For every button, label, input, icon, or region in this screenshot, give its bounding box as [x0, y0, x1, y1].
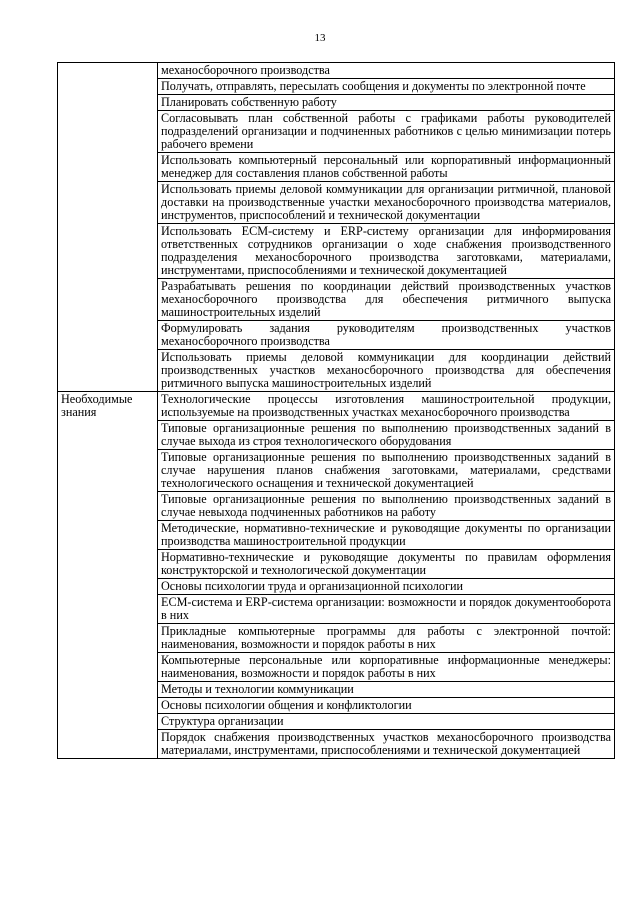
requirement-item: Типовые организационные решения по выполнению производственных заданий в случае нарушения планов снабжения заготовками, материалами, средствами технологического оснащения и технической документацией: [158, 450, 615, 492]
requirement-item: Планировать собственную работу: [158, 95, 615, 111]
requirement-item: Типовые организационные решения по выполнению производственных заданий в случае выхода из строя технологического оборудования: [158, 421, 615, 450]
table-row: [58, 392, 615, 421]
requirement-item: Основы психологии общения и конфликтологии: [158, 698, 615, 714]
requirement-item: Разрабатывать решения по координации действий производственных участков механосборочного производства для обеспечения ритмичного выпуска машиностроительных изделий: [158, 279, 615, 321]
requirement-item: Получать, отправлять, пересылать сообщения и документы по электронной почте: [158, 79, 615, 95]
requirement-item: Прикладные компьютерные программы для работы с электронной почтой: наименования, возможности и порядок работы в них: [158, 624, 615, 653]
section-label: [58, 63, 158, 392]
section-label: Необходимые знания: [58, 392, 158, 759]
requirement-item: Основы психологии труда и организационной психологии: [158, 579, 615, 595]
requirement-item: Использовать компьютерный персональный или корпоративный информационный менеджер для составления планов собственной работы: [158, 153, 615, 182]
requirement-item: Использовать приемы деловой коммуникации для координации действий производственных участков механосборочного производства для обеспечения ритмичного выпуска машиностроительных изделий: [158, 350, 615, 392]
requirement-item: механосборочного производства: [158, 63, 615, 79]
requirement-item: Использовать приемы деловой коммуникации для организации ритмичной, плановой доставки на производственные участки механосборочного производства материалов, инструментов, приспособлений и технической документации: [158, 182, 615, 224]
requirement-item: Методические, нормативно-технические и руководящие документы по организации производства машиностроительной продукции: [158, 521, 615, 550]
requirements-table-body: [58, 63, 615, 759]
requirement-item: Нормативно-технические и руководящие документы по правилам оформления конструкторской и технологической документации: [158, 550, 615, 579]
requirement-item: Согласовывать план собственной работы с графиками работы руководителей подразделений организации и подчиненных работников с целью минимизации потерь рабочего времени: [158, 111, 615, 153]
requirement-item: Порядок снабжения производственных участков механосборочного производства материалами, инструментами, приспособлениями и технической документацией: [158, 730, 615, 759]
requirement-item: Структура организации: [158, 714, 615, 730]
requirement-item: Типовые организационные решения по выполнению производственных заданий в случае невыхода подчиненных работников на работу: [158, 492, 615, 521]
requirement-item: Технологические процессы изготовления машиностроительной продукции, используемые на производственных участках механосборочного производства: [158, 392, 615, 421]
table-row: [58, 63, 615, 79]
requirement-item: Формулировать задания руководителям производственных участков механосборочного производства: [158, 321, 615, 350]
requirements-table: [57, 62, 615, 759]
page-number: 13: [314, 32, 326, 44]
requirement-item: Использовать ECM-систему и ERP-систему организации для информирования ответственных сотрудников организации о ходе снабжения производственного подразделения механосборочного производства заготовками, материалами, инструментами, приспособлениями и технической документацией: [158, 224, 615, 279]
requirement-item: ECM-система и ERP-система организации: возможности и порядок документооборота в них: [158, 595, 615, 624]
requirement-item: Методы и технологии коммуникации: [158, 682, 615, 698]
requirement-item: Компьютерные персональные или корпоративные информационные менеджеры: наименования, возможности и порядок работы в них: [158, 653, 615, 682]
